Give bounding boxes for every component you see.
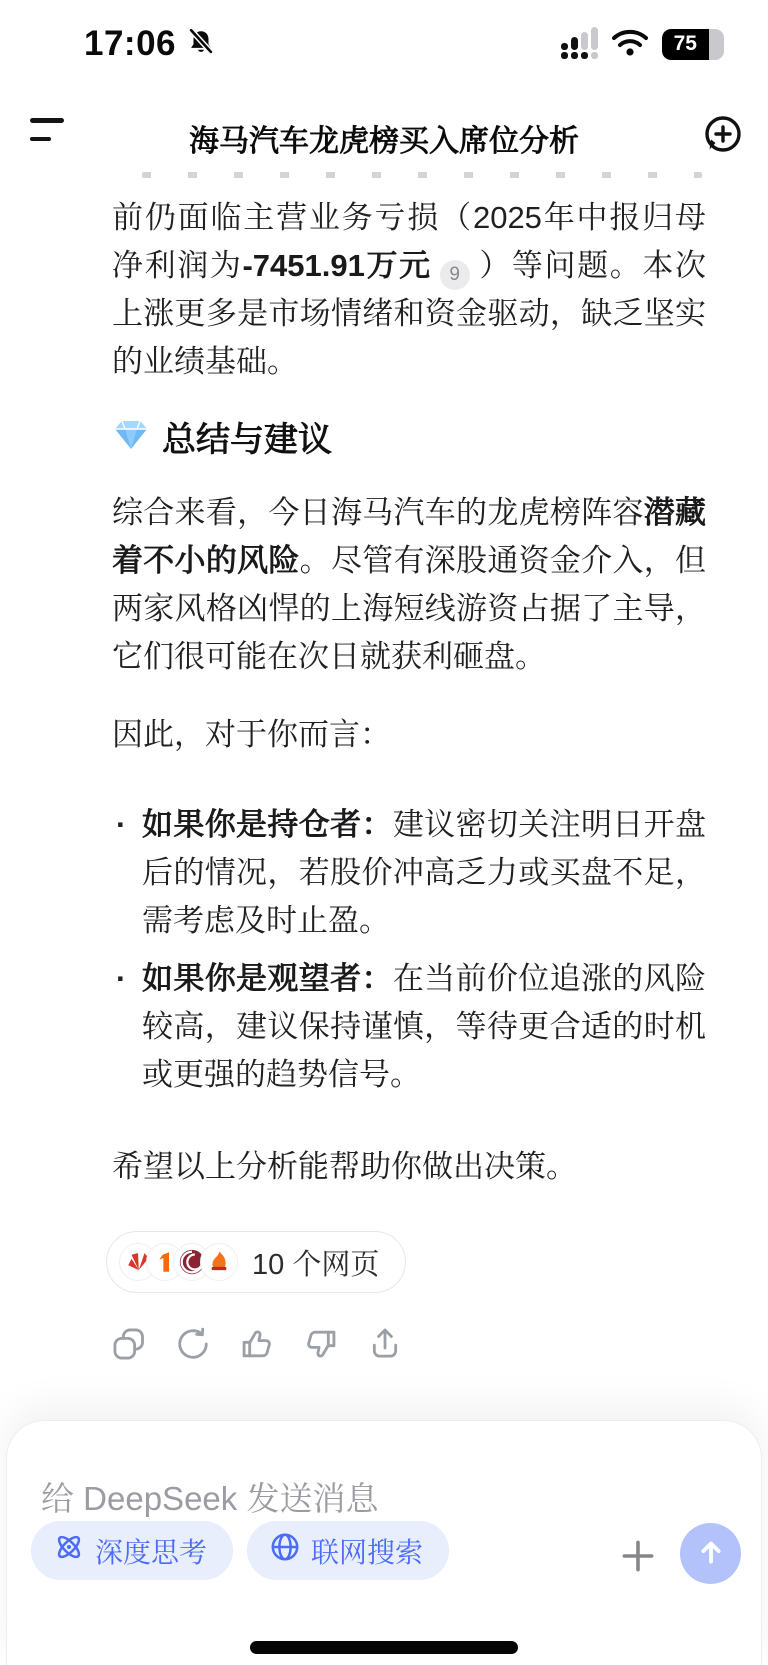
list-item [142,955,706,1099]
paragraph-text: 综合来看，今日海马汽车的龙虎榜阵容 [112,495,644,530]
bullet-bold-text: 如果你是持仓者： [142,807,393,842]
menu-icon[interactable] [30,118,70,148]
clipped-text-line [142,172,702,178]
thumbs-down-icon[interactable] [302,1325,340,1363]
deep-think-label: 深度思考 [95,1536,208,1568]
gem-icon [112,415,150,458]
section-heading [112,412,706,461]
paragraph-text: ）等问题。本次上涨更多是市场情绪和资金驱动，缺乏坚实的业绩基础。 [112,248,707,379]
message-actions [110,1325,706,1363]
citation-badge[interactable]: 9 [440,260,470,290]
paragraph-text: 。尽管有深股通资金介入，但两家风格凶悍的上海短线游资占据了主导，它们很可能在次日就获利砸盘。 [112,543,707,674]
clock: 17:06 [84,24,177,63]
bullet-bold-text: 如果你是观望者： [142,961,393,996]
paragraph-text: 前仍面临主营业务亏损（2025年中报归母净利润为 [112,200,706,283]
atom-icon [53,1531,85,1570]
bullet-text: 建议密切关注明日开盘后的情况，若股价冲高乏力或买盘不足，需考虑及时止盈。 [142,807,707,938]
paragraph [112,194,706,386]
bell-muted-icon [186,27,216,62]
composer-card [6,1420,762,1665]
status-bar [0,24,768,70]
list-item [142,801,706,945]
web-search-label: 联网搜索 [311,1536,424,1568]
share-icon[interactable] [366,1325,404,1363]
paragraph: 希望以上分析能帮助你做出决策。 [112,1149,577,1184]
globe-icon [269,1531,301,1570]
section-title: 总结与建议 [162,421,332,459]
thumbs-up-icon[interactable] [238,1325,276,1363]
source-favicons [119,1243,238,1281]
header [0,104,768,168]
message-input[interactable]: 给 DeepSeek 发送消息 [41,1480,379,1517]
bullet-text: 在当前价位追涨的风险较高，建议保持谨慎，等待更合适的时机或更强的趋势信号。 [142,961,707,1092]
paragraph-bold-text: -7451.91万元 [242,248,432,283]
assistant-message [0,172,768,1363]
new-chat-icon[interactable] [696,110,748,162]
page-title: 海马汽车龙虎榜买入席位分析 [189,125,579,158]
sources-label: 10 个网页 [252,1248,380,1281]
cellular-signal-icon [561,29,598,59]
plus-icon[interactable] [619,1537,657,1575]
paragraph: 因此，对于你而言： [112,717,391,752]
composer-chips [31,1521,449,1580]
paragraph-bold-text: 潜藏着不小的风险 [112,495,707,578]
deep-think-button[interactable] [31,1521,233,1580]
sources-button[interactable] [106,1231,406,1293]
web-search-button[interactable] [247,1521,449,1580]
send-button[interactable] [680,1523,741,1584]
favicon-orange-phoenix-icon [200,1243,238,1281]
copy-icon[interactable] [110,1325,148,1363]
bullet-list [112,801,706,1099]
regenerate-icon[interactable] [174,1325,212,1363]
battery-percent: 75 [673,32,697,55]
wifi-icon [610,26,650,62]
home-indicator[interactable] [250,1641,518,1654]
battery-icon [662,29,720,60]
paragraph [112,489,706,681]
arrow-up-icon [694,1535,728,1572]
